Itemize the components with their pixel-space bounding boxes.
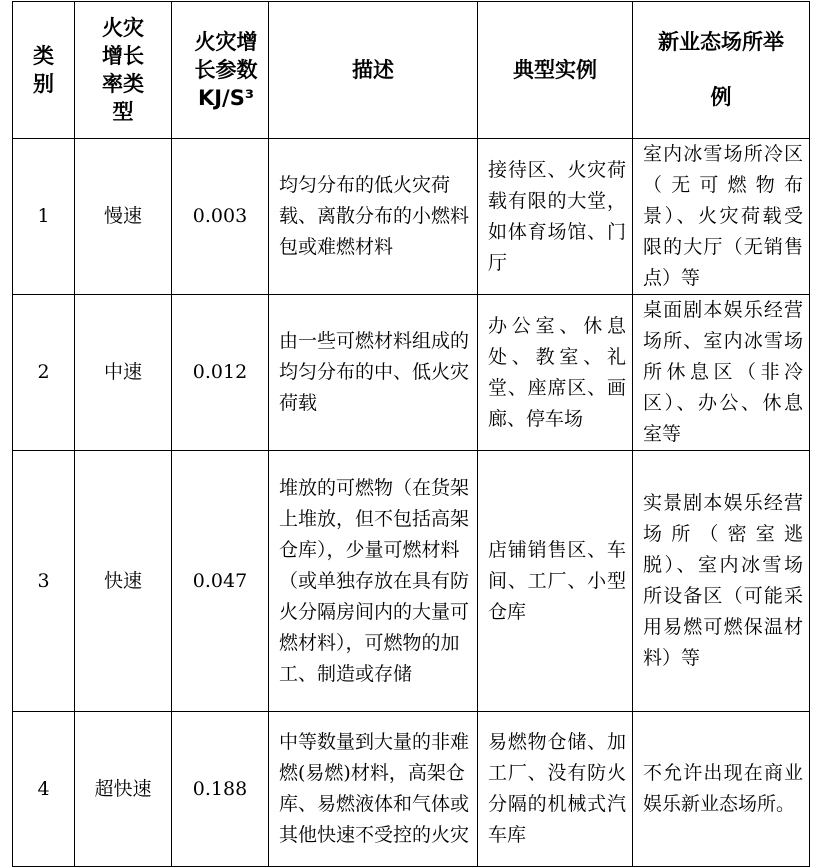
header-examples: 典型实例 (478, 2, 633, 139)
cell-new-venues: 不允许出现在商业娱乐新业态场所。 (633, 712, 810, 867)
cell-examples: 接待区、火灾荷载有限的大堂，如体育场馆、门厅 (478, 139, 633, 295)
cell-examples: 店铺销售区、车间、工厂、小型仓库 (478, 451, 633, 712)
cell-growth-type: 超快速 (75, 712, 172, 867)
cell-category: 2 (13, 295, 75, 451)
cell-category: 4 (13, 712, 75, 867)
table-row (13, 712, 810, 867)
cell-category: 3 (13, 451, 75, 712)
cell-new-venues: 桌面剧本娱乐经营场所、室内冰雪场所休息区（非冷区）、办公、休息室等 (633, 295, 810, 451)
cell-new-venues: 实景剧本娱乐经营场所（密室逃脱）、室内冰雪场所设备区（可能采用易燃可燃保温材料）等 (633, 451, 810, 712)
cell-growth-type: 快速 (75, 451, 172, 712)
cell-category: 1 (13, 139, 75, 295)
header-description: 描述 (269, 2, 478, 139)
cell-growth-type: 中速 (75, 295, 172, 451)
cell-growth-param: 0.188 (172, 712, 269, 867)
cell-growth-param: 0.012 (172, 295, 269, 451)
table-row (13, 451, 810, 712)
cell-growth-param: 0.047 (172, 451, 269, 712)
header-category: 类别 (13, 2, 75, 139)
header-row (13, 2, 810, 139)
cell-new-venues: 室内冰雪场所冷区（无可燃物布景）、火灾荷载受限的大厅（无销售点）等 (633, 139, 810, 295)
cell-description: 均匀分布的低火灾荷载、离散分布的小燃料包或难燃材料 (269, 139, 478, 295)
header-growth-type: 火灾增长率类型 (75, 2, 172, 139)
header-new-venues: 新业态场所举例 (633, 2, 810, 139)
cell-description: 堆放的可燃物（在货架上堆放，但不包括高架仓库），少量可燃材料（或单独存放在具有防火分隔房间内的大量可燃材料），可燃物的加工、制造或存储 (269, 451, 478, 712)
cell-examples: 易燃物仓储、加工厂、没有防火分隔的机械式汽车库 (478, 712, 633, 867)
cell-examples: 办公室、休息处、教室、礼堂、座席区、画廊、停车场 (478, 295, 633, 451)
cell-description: 由一些可燃材料组成的均匀分布的中、低火灾荷载 (269, 295, 478, 451)
table-row (13, 139, 810, 295)
fire-growth-table (12, 1, 810, 867)
header-growth-param: 火灾增长参数KJ/S³ (172, 2, 269, 139)
cell-growth-type: 慢速 (75, 139, 172, 295)
cell-growth-param: 0.003 (172, 139, 269, 295)
cell-description: 中等数量到大量的非难燃(易燃)材料，高架仓库、易燃液体和气体或其他快速不受控的火灾 (269, 712, 478, 867)
table-row (13, 295, 810, 451)
